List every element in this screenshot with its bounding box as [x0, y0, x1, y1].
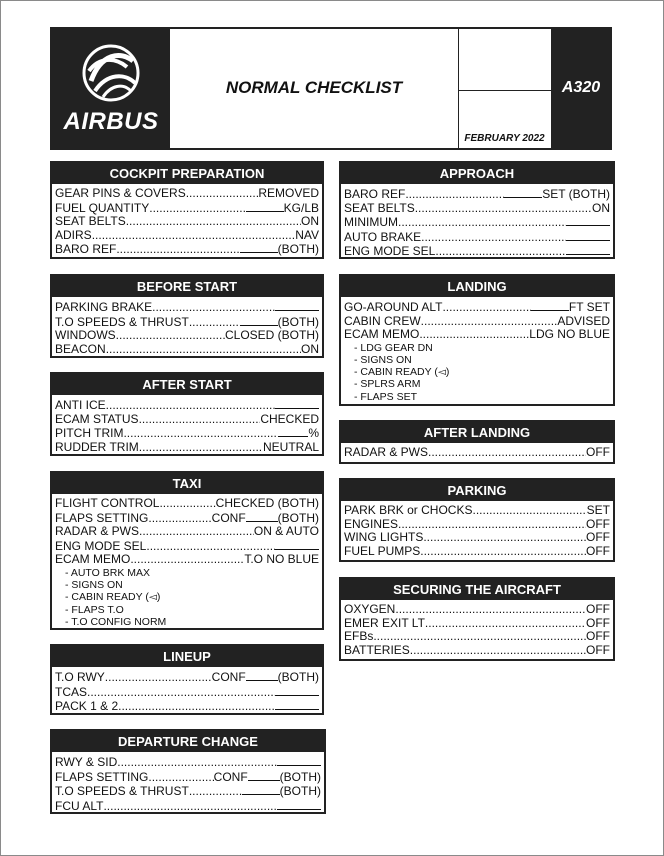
item-value-group [529, 328, 610, 342]
leader-dots [373, 630, 586, 644]
item-label: ECAM MEMO [55, 552, 131, 567]
item-label: ADIRS [55, 227, 92, 242]
brand-name: AIRBUS [63, 108, 159, 135]
leader-dots [398, 518, 586, 532]
leader-dots [405, 188, 504, 202]
item-label: AUTO BRAKE [344, 229, 422, 244]
fill-in-blank [275, 539, 319, 550]
item-value-group [263, 441, 319, 455]
section-title: SECURING THE AIRCRAFT [341, 579, 613, 600]
leader-dots [148, 512, 211, 526]
leader-dots [123, 427, 278, 441]
checklist-item [55, 187, 319, 201]
fill-in-blank [275, 685, 319, 696]
checklist-item [344, 187, 610, 202]
item-label: SEAT BELTS [344, 200, 415, 215]
item-label: TCAS [55, 684, 88, 699]
checklist-item [55, 201, 319, 216]
item-label: ECAM MEMO [344, 327, 420, 342]
item-value-group [277, 799, 321, 814]
fill-in-blank [275, 398, 319, 409]
item-label: PARKING BRAKE [55, 300, 153, 314]
item-value-group [295, 229, 319, 243]
item-label: BARO REF [55, 242, 117, 257]
section-cockpit-preparation [50, 161, 324, 259]
item-value: OFF [586, 602, 610, 616]
item-value-group [301, 215, 319, 229]
item-value: (BOTH) [279, 784, 321, 799]
fill-in-blank [240, 315, 278, 326]
item-value-group [260, 413, 319, 427]
leader-dots [139, 413, 261, 427]
item-value: (BOTH) [277, 242, 319, 257]
item-value-group [240, 242, 319, 257]
memo-subitem: - SPLRS ARM [354, 378, 421, 391]
item-value-group [242, 784, 321, 799]
leader-dots [421, 231, 566, 245]
item-label: ECAM STATUS [55, 411, 139, 426]
brand-logo [52, 29, 170, 148]
fill-in-blank [242, 784, 280, 795]
leader-dots [106, 343, 301, 357]
item-value: LDG NO BLUE [529, 327, 610, 342]
item-value-suffix: (BOTH) [277, 670, 319, 684]
leader-dots [425, 617, 586, 631]
aircraft-model: A320 [561, 79, 601, 96]
leader-dots [105, 671, 212, 685]
leader-dots [126, 215, 301, 229]
leader-dots [423, 531, 586, 545]
item-value-group [278, 426, 319, 441]
leader-dots [442, 301, 530, 315]
item-label: MINIMUM [344, 215, 398, 230]
divider [458, 90, 551, 91]
item-label: GO-AROUND ALT [344, 300, 443, 314]
fill-in-blank [504, 187, 542, 198]
item-value-group [592, 202, 610, 216]
item-value: CHECKED (BOTH) [215, 496, 319, 510]
section-approach [339, 161, 615, 259]
section-parking [339, 478, 615, 562]
checklist-item [344, 446, 610, 460]
item-value-group [212, 670, 319, 685]
leader-dots [159, 497, 215, 511]
checklist-item [55, 229, 319, 243]
item-value: ON [592, 200, 610, 215]
section-title: BEFORE START [52, 276, 322, 297]
item-value: ON [301, 214, 319, 229]
item-value-group [275, 398, 319, 413]
page-title: NORMAL CHECKLIST [225, 78, 403, 97]
checklist-item [344, 545, 610, 559]
item-label: T.O SPEEDS & THRUST [55, 314, 189, 329]
item-label: WING LIGHTS [344, 530, 424, 545]
leader-dots [410, 644, 586, 658]
section-departure-change [50, 729, 326, 814]
item-label: FCU ALT [55, 798, 104, 813]
item-value-group [586, 446, 610, 460]
checklist-item [344, 531, 610, 545]
item-label: GEAR PINS & COVERS [55, 186, 186, 200]
checklist-item [344, 630, 610, 644]
item-label: ENG MODE SEL [344, 244, 436, 259]
item-value: T.O NO BLUE [244, 552, 319, 567]
item-value-group [566, 215, 610, 230]
item-value-group [586, 518, 610, 532]
item-value-group [275, 300, 319, 315]
item-label: EMER EXIT LT [344, 615, 425, 630]
item-value-group [244, 553, 319, 567]
item-label: BEACON [55, 341, 106, 356]
section-landing [339, 274, 615, 406]
checklist-item [344, 202, 610, 216]
item-value: OFF [586, 629, 610, 644]
item-label: FLIGHT CONTROL [55, 496, 160, 510]
item-value: CLOSED (BOTH) [224, 328, 319, 343]
section-title: DEPARTURE CHANGE [52, 731, 324, 752]
checklist-item [55, 799, 321, 814]
checklist-item [55, 525, 319, 539]
leader-dots [116, 329, 225, 343]
fill-in-blank [240, 242, 278, 253]
checklist-item [344, 504, 610, 518]
checklist-item [55, 242, 319, 257]
item-label: BARO REF [344, 187, 406, 201]
checklist-item [55, 343, 319, 357]
leader-dots [189, 316, 240, 330]
item-value: CONF [211, 670, 246, 684]
fill-in-blank [277, 755, 321, 766]
item-value: ON & AUTO [253, 524, 319, 539]
checklist-item [55, 426, 319, 441]
item-value-group [586, 603, 610, 617]
item-label: RADAR & PWS [55, 524, 140, 539]
item-value-group [240, 315, 319, 330]
item-value: KG/LB [283, 200, 319, 215]
item-label: ENGINES [344, 516, 399, 531]
fill-in-blank [275, 300, 319, 311]
memo-subitem: - FLAPS SET [354, 390, 418, 403]
checklist-item [55, 670, 319, 685]
leader-dots [148, 771, 213, 785]
item-label: EFBs [344, 629, 374, 644]
leader-dots [419, 328, 529, 342]
airbus-swirl-icon [81, 43, 141, 103]
item-value-suffix: (BOTH) [279, 769, 321, 784]
section-title: AFTER START [52, 374, 322, 395]
checklist-item [55, 685, 319, 700]
fill-in-blank [246, 670, 278, 681]
item-label: RADAR & PWS [344, 445, 429, 459]
leader-dots [103, 800, 277, 814]
section-title: LANDING [341, 276, 613, 297]
item-label: RWY & SID [55, 755, 118, 769]
leader-dots [139, 441, 263, 455]
item-label: T.O RWY [55, 670, 105, 684]
memo-subitem: - CABIN READY (◅) [65, 591, 161, 604]
item-value: % [308, 426, 319, 441]
memo-subitem: - SIGNS ON [354, 353, 412, 366]
checklist-item [55, 755, 321, 770]
item-value-group [246, 201, 319, 216]
fill-in-blank [566, 230, 610, 241]
item-value-group [275, 539, 319, 554]
checklist-item [55, 784, 321, 799]
item-value-group [212, 511, 319, 526]
item-label: BATTERIES [344, 642, 410, 657]
checklist-item [344, 518, 610, 532]
memo-subitem: - SIGNS ON [65, 579, 123, 592]
item-value-group [566, 230, 610, 245]
item-value: NEUTRAL [262, 439, 319, 454]
item-value-group [566, 244, 610, 259]
checklist-item [344, 644, 610, 658]
item-value-group [275, 699, 319, 714]
item-value: REMOVED [258, 186, 319, 200]
item-label: ENG MODE SEL [55, 538, 147, 553]
leader-dots [92, 229, 296, 243]
item-label: PARK BRK or CHOCKS [344, 503, 473, 517]
fill-in-blank [531, 300, 569, 311]
checklist-item [344, 328, 610, 342]
item-value-group [586, 630, 610, 644]
leader-dots [146, 540, 275, 554]
checklist-item [55, 413, 319, 427]
item-value-group [216, 497, 319, 511]
checklist-item [344, 617, 610, 631]
item-label: PACK 1 & 2 [55, 699, 119, 714]
checklist-item [55, 511, 319, 526]
item-label: PITCH TRIM [55, 426, 124, 441]
checklist-item [344, 603, 610, 617]
fill-in-blank [246, 511, 278, 522]
aircraft-model-box [552, 29, 610, 148]
leader-dots [395, 603, 586, 617]
item-value: OFF [586, 615, 610, 630]
item-label: FLAPS SETTING [55, 510, 149, 525]
item-value: NAV [295, 227, 319, 242]
fill-in-blank [277, 799, 321, 810]
memo-subitem: - AUTO BRK MAX [65, 566, 150, 579]
section-title: AFTER LANDING [341, 422, 613, 443]
item-label: FLAPS SETTING [55, 769, 149, 784]
item-label: CABIN CREW [344, 313, 421, 328]
checklist-item [344, 215, 610, 230]
info-cell [458, 29, 552, 148]
checklist-item [55, 441, 319, 455]
checklist-item [344, 300, 610, 315]
leader-dots [106, 399, 275, 413]
checklist-item [55, 215, 319, 229]
checklist-item [344, 230, 610, 245]
item-label: ANTI ICE [55, 398, 106, 412]
checklist-item [55, 770, 321, 785]
item-value-group [277, 755, 321, 770]
item-value-group [586, 617, 610, 631]
section-title: COCKPIT PREPARATION [52, 163, 322, 184]
revision-date: FEBRUARY 2022 [464, 133, 545, 144]
item-value-group [225, 329, 319, 343]
item-label: OXYGEN [344, 602, 396, 616]
item-value: OFF [586, 530, 610, 545]
checklist-item [55, 398, 319, 413]
fill-in-blank [248, 770, 280, 781]
leader-dots [435, 245, 566, 259]
section-before-start [50, 274, 324, 358]
item-label: RUDDER TRIM [55, 439, 139, 454]
leader-dots [186, 187, 259, 201]
checklist-item [55, 699, 319, 714]
checklist-item [55, 539, 319, 554]
checklist-item [55, 497, 319, 511]
section-after-start [50, 372, 324, 456]
item-value-group [587, 504, 610, 518]
leader-dots [152, 301, 275, 315]
item-value: FT SET [568, 300, 610, 314]
item-value: OFF [586, 516, 610, 531]
item-value-group [275, 685, 319, 700]
leader-dots [130, 553, 244, 567]
leader-dots [87, 686, 275, 700]
section-securing-the-aircraft [339, 577, 615, 661]
leader-dots [415, 202, 592, 216]
item-label: FUEL PUMPS [344, 543, 421, 558]
fill-in-blank [566, 244, 610, 255]
item-value-group [254, 525, 319, 539]
item-value-group [586, 644, 610, 658]
item-value-group [531, 300, 610, 315]
leader-dots [428, 446, 586, 460]
item-value-group [301, 343, 319, 357]
item-value: (BOTH) [277, 314, 319, 329]
section-lineup [50, 644, 324, 715]
item-label: T.O SPEEDS & THRUST [55, 784, 189, 799]
fill-in-blank [566, 215, 610, 226]
leader-dots [189, 785, 242, 799]
item-value-group [214, 770, 321, 785]
item-label: SEAT BELTS [55, 214, 126, 229]
item-value: OFF [586, 445, 610, 459]
item-label: FUEL QUANTITY [55, 200, 150, 215]
section-title: APPROACH [341, 163, 613, 184]
title-cell [170, 29, 459, 148]
section-title: PARKING [341, 480, 613, 501]
section-title: TAXI [52, 473, 322, 494]
leader-dots [149, 202, 245, 216]
item-value: ON [301, 341, 319, 356]
item-value: ADVISED [557, 313, 610, 328]
memo-subitem: - T.O CONFIG NORM [65, 615, 167, 628]
leader-dots [118, 700, 275, 714]
leader-dots [398, 216, 566, 230]
item-label: WINDOWS [55, 328, 116, 343]
fill-in-blank [275, 699, 319, 710]
section-title: LINEUP [52, 646, 322, 667]
checklist-item [344, 315, 610, 329]
item-value: OFF [586, 543, 610, 558]
item-value-group [504, 187, 610, 202]
leader-dots [116, 243, 239, 257]
item-value: CHECKED [260, 411, 319, 426]
memo-subitem: - CABIN READY (◅) [354, 366, 450, 379]
item-value: SET (BOTH) [542, 187, 610, 201]
memo-subitem: - LDG GEAR DN [354, 341, 433, 354]
item-value-group [557, 315, 610, 329]
leader-dots [421, 315, 558, 329]
item-value: OFF [586, 642, 610, 657]
section-after-landing [339, 420, 615, 464]
checklist-item [344, 244, 610, 259]
checklist-item [55, 553, 319, 567]
fill-in-blank [278, 426, 308, 437]
leader-dots [472, 504, 586, 518]
leader-dots [117, 756, 277, 770]
section-taxi [50, 471, 324, 630]
item-value-group [586, 545, 610, 559]
item-value: SET [586, 503, 610, 517]
checklist-item [55, 315, 319, 330]
checklist-item [55, 300, 319, 315]
leader-dots [139, 525, 254, 539]
checklist-item [55, 329, 319, 343]
item-value-suffix: (BOTH) [277, 510, 319, 525]
checklist-header [50, 27, 612, 150]
item-value-group [586, 531, 610, 545]
fill-in-blank [246, 201, 284, 212]
item-value: CONF [213, 769, 248, 784]
item-value-group [258, 187, 319, 201]
leader-dots [420, 545, 586, 559]
memo-subitem: - FLAPS T.O [65, 603, 124, 616]
item-value: CONF [211, 510, 246, 525]
